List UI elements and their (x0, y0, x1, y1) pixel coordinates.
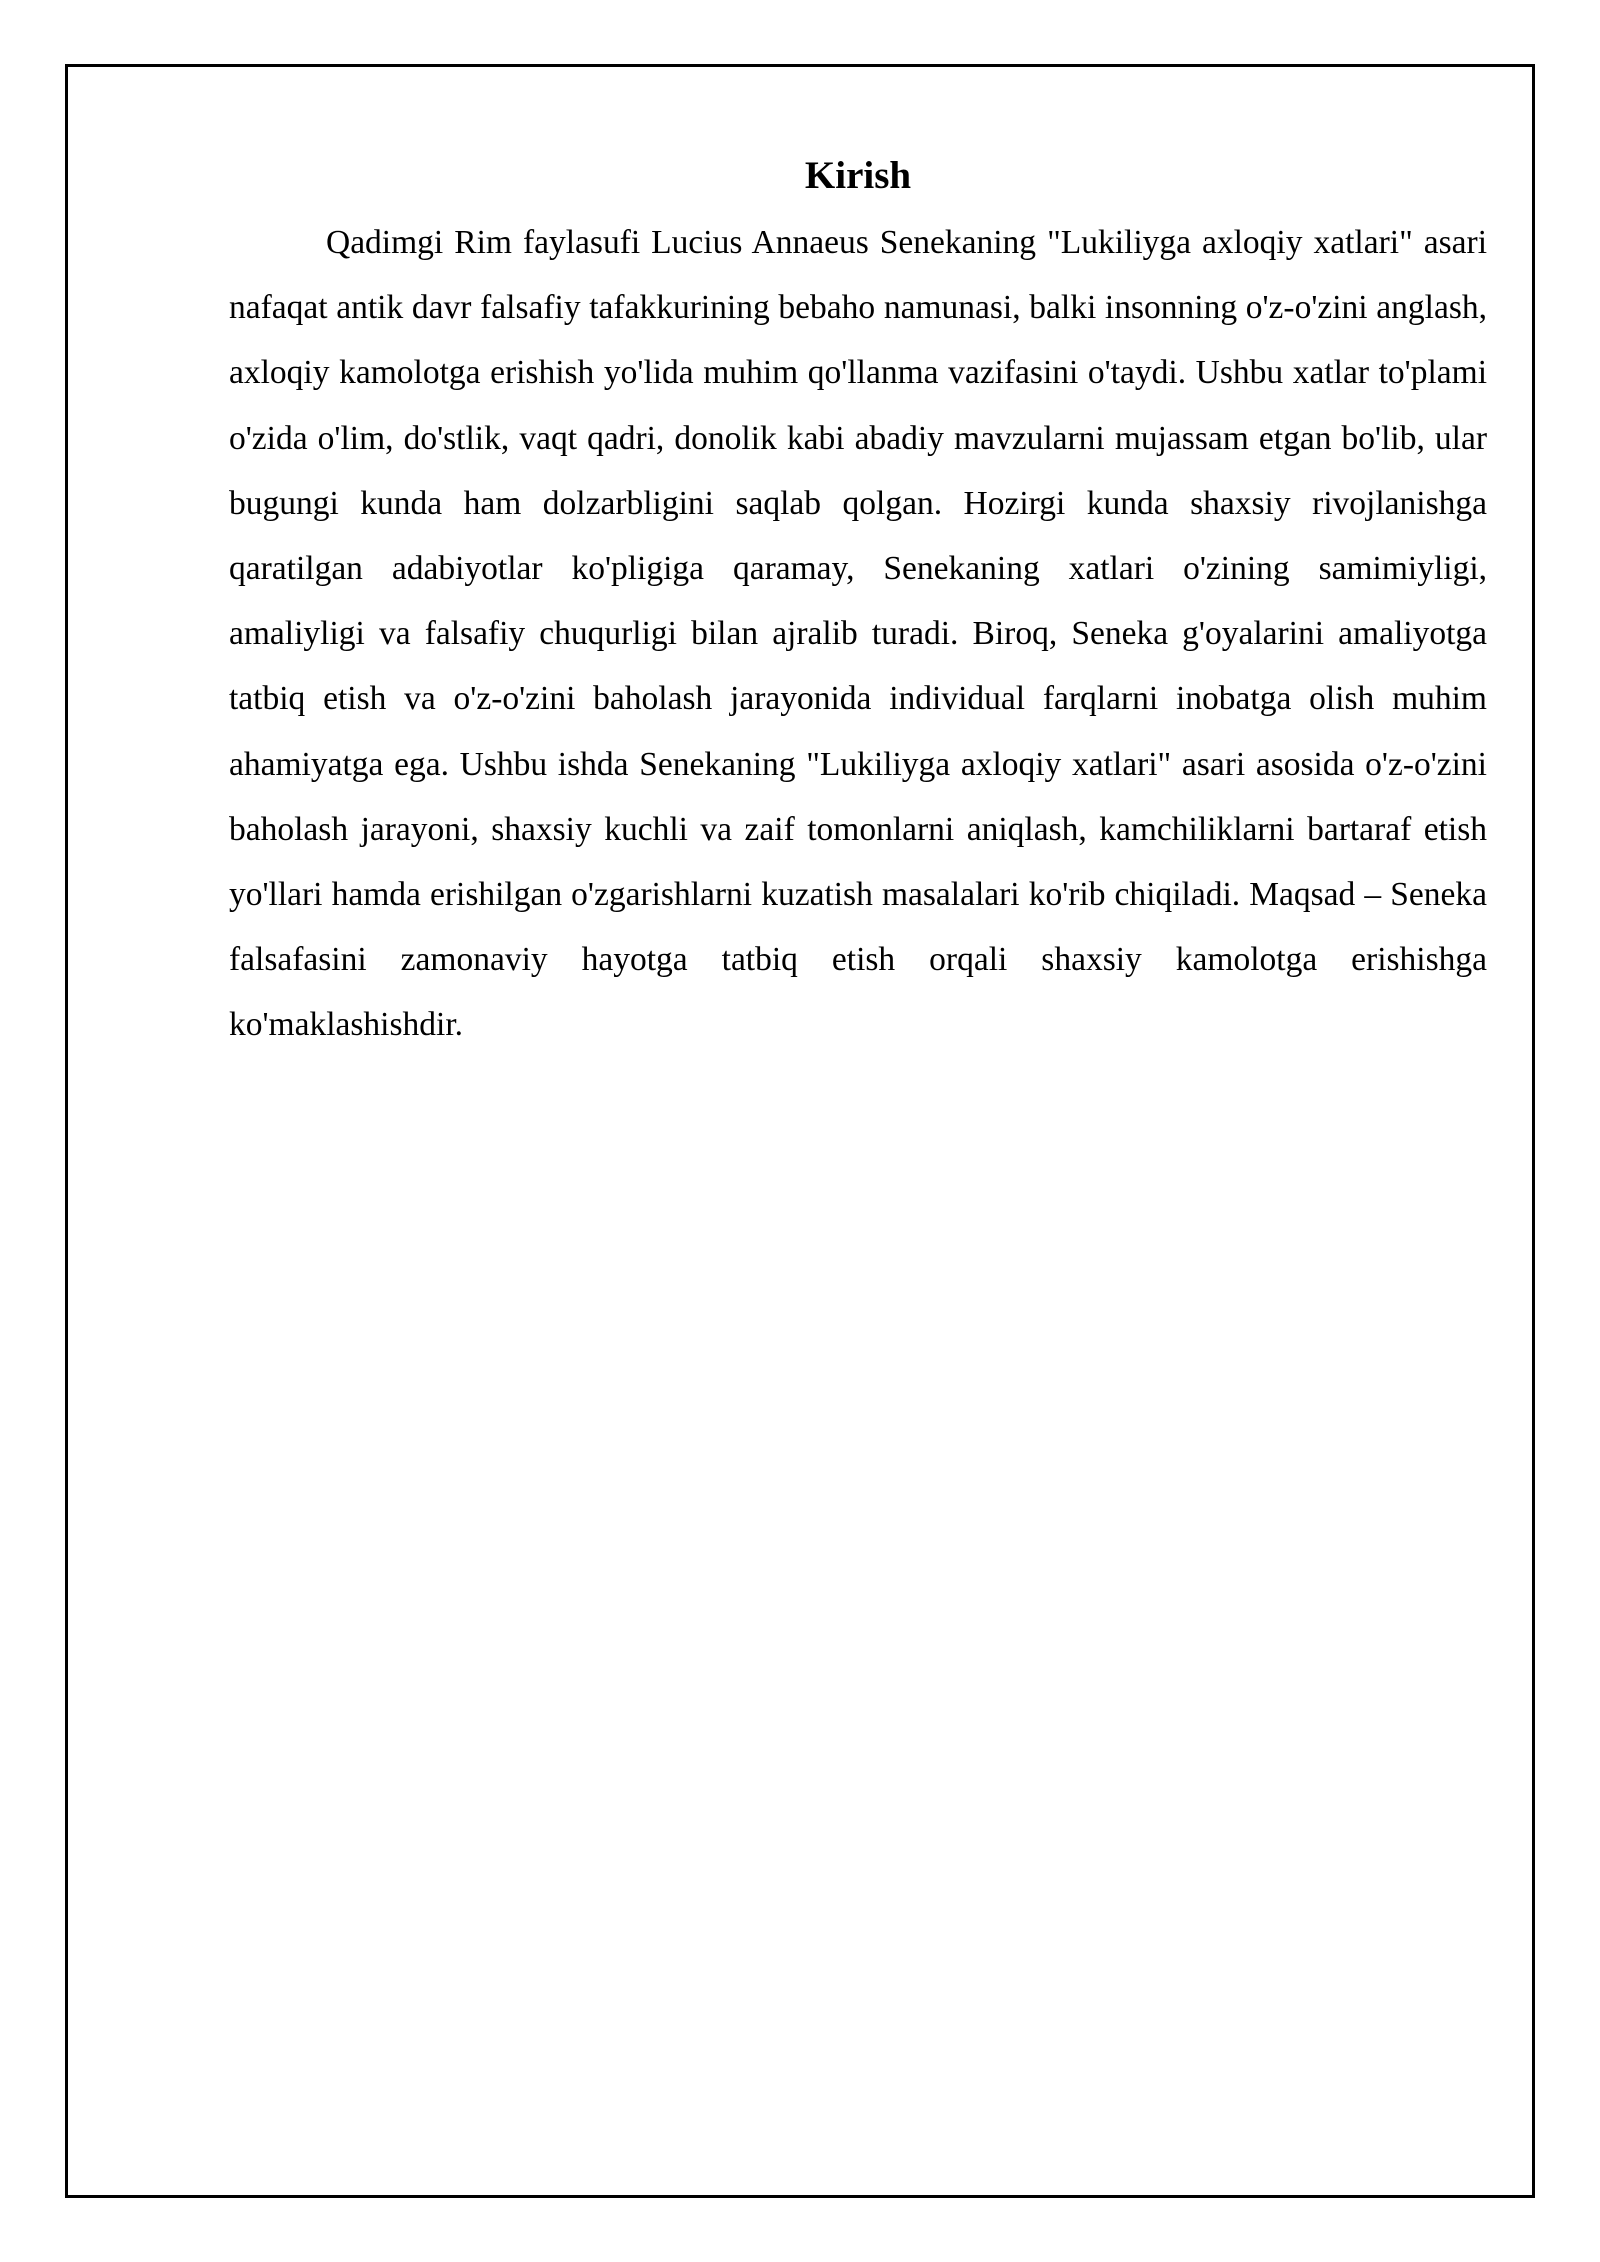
body-paragraph: Qadimgi Rim faylasufi Lucius Annaeus Senekaning "Lukiliyga axloqiy xatlari" asari nafaqat antik davr falsafiy tafakkurining bebaho namunasi, balki insonning o'z-o'zini anglash, axloqiy kamolotga erishish yo'lida muhim qo'llanma vazifasini o'taydi. Ushbu xatlar to'plami o'zida o'lim, do'stlik, vaqt qadri, donolik kabi abadiy mavzularni mujassam etgan bo'lib, ular bugungi kunda ham dolzarbligini saqlab qolgan. Hozirgi kunda shaxsiy rivojlanishga qaratilgan adabiyotlar ko'pligiga qaramay, Senekaning xatlari o'zining samimiyligi, amaliyligi va falsafiy chuqurligi bilan ajralib turadi. Biroq, Seneka g'oyalarini amaliyotga tatbiq etish va o'z-o'zini baholash jarayonida individual farqlarni inobatga olish muhim ahamiyatga ega. Ushbu ishda Senekaning "Lukiliyga axloqiy xatlari" asari asosida o'z-o'zini baholash jarayoni, shaxsiy kuchli va zaif tomonlarni aniqlash, kamchiliklarni bartaraf etish yo'llari hamda erishilgan o'zgarishlarni kuzatish masalalari ko'rib chiqiladi. Maqsad – Seneka falsafasini zamonaviy hayotga tatbiq etish orqali shaxsiy kamolotga erishishga ko'maklashishdir. (229, 224, 1487, 1044)
section-title: Kirish (804, 154, 912, 197)
page-content (229, 148, 1487, 1058)
